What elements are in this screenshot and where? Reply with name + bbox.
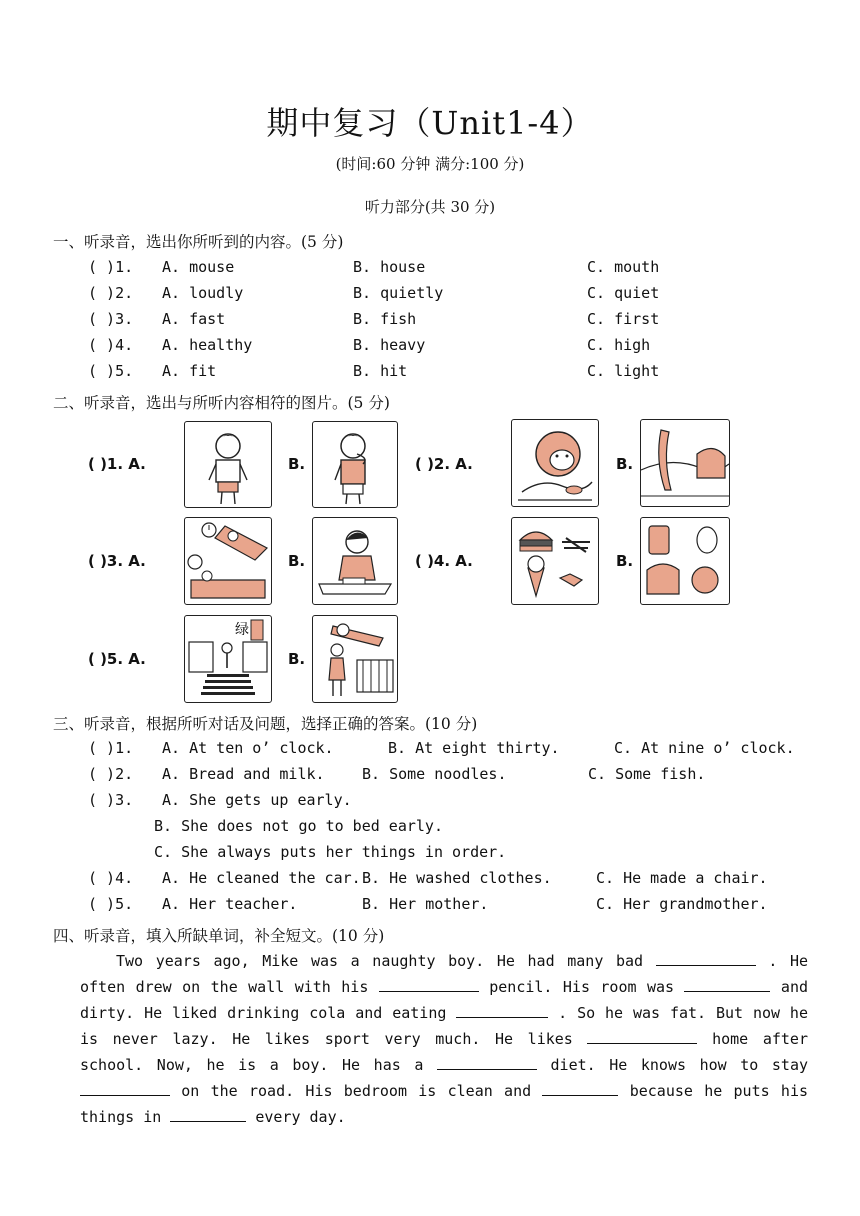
passage-text-6: home after school. Now, he is a boy. He has a: [80, 1030, 808, 1074]
s2-q2-b-label: B.: [616, 455, 634, 473]
s1-q3-a[interactable]: A. fast: [162, 310, 226, 328]
s2-q5-b-label: B.: [288, 650, 306, 668]
s3-q4-a[interactable]: A. He cleaned the car.: [162, 869, 361, 887]
s1-q4-a[interactable]: A. healthy: [162, 336, 253, 354]
s1-q2-c[interactable]: C. quiet: [587, 284, 660, 302]
s1-q5-num: ( )5.: [88, 362, 134, 380]
passage-text-1: Two years ago, Mike was a naughty boy. He had many bad: [116, 952, 644, 970]
s3-q4-num: ( )4.: [88, 869, 134, 887]
s1-q4-num: ( )4.: [88, 336, 134, 354]
s3-q3-num: ( )3.: [88, 791, 134, 809]
s2-q4-b-label: B.: [616, 552, 634, 570]
s2-q5-label: ( )5. A.: [88, 650, 146, 668]
s1-q5-c[interactable]: C. light: [587, 362, 660, 380]
s1-q1-c[interactable]: C. mouth: [587, 258, 660, 276]
s3-q3-c[interactable]: C. She always puts her things in order.: [154, 843, 507, 861]
exam-info: (时间:60 分钟 满分:100 分): [335, 155, 525, 173]
pic-3a-sleeping[interactable]: [184, 517, 272, 605]
passage-text-10: every day.: [255, 1108, 346, 1126]
s3-q2-b[interactable]: B. Some noodles.: [362, 765, 507, 783]
traffic-sign-text: 绿: [235, 622, 249, 638]
s1-q2-num: ( )2.: [88, 284, 134, 302]
pic-4a-junk-food[interactable]: [511, 517, 599, 605]
s3-q5-a[interactable]: A. Her teacher.: [162, 895, 298, 913]
s3-q4-b[interactable]: B. He washed clothes.: [362, 869, 552, 887]
pic-1a-boy-standing[interactable]: [184, 421, 272, 508]
s2-q3-b-label: B.: [288, 552, 306, 570]
s2-q4-label: ( )4. A.: [415, 552, 473, 570]
s3-q1-b[interactable]: B. At eight thirty.: [388, 739, 560, 757]
blank-6[interactable]: [437, 1055, 537, 1070]
s3-q1-num: ( )1.: [88, 739, 134, 757]
passage-text-5: . So he was fat. But now he is never lazy. He likes sport very much. He likes: [80, 1004, 808, 1048]
blank-9[interactable]: [170, 1107, 246, 1122]
passage-text-7: diet. He knows how to stay: [550, 1056, 809, 1074]
s1-q1-b[interactable]: B. house: [353, 258, 426, 276]
s1-q5-a[interactable]: A. fit: [162, 362, 217, 380]
passage-text-4: and dirty. He liked drinking cola and eating: [80, 978, 809, 1022]
section2-heading: 二、听录音，选出与所听内容相符的图片。(5 分): [53, 394, 390, 412]
s3-q1-c[interactable]: C. At nine o’ clock.: [614, 739, 795, 757]
s3-q1-a[interactable]: A. At ten o’ clock.: [162, 739, 334, 757]
s3-q2-c[interactable]: C. Some fish.: [588, 765, 706, 783]
part-heading: 听力部分(共 30 分): [364, 198, 496, 216]
pic-5b-boy-bicycle[interactable]: [312, 615, 398, 703]
s2-q1-b-label: B.: [288, 455, 306, 473]
s2-q2-label: ( )2. A.: [415, 455, 473, 473]
section4-heading: 四、听录音，填入所缺单词，补全短文。(10 分): [53, 927, 385, 945]
s3-q2-num: ( )2.: [88, 765, 134, 783]
pic-1b-boy-coughing[interactable]: [312, 421, 398, 508]
s1-q3-b[interactable]: B. fish: [353, 310, 417, 328]
passage-text-9: because he puts his things in: [80, 1082, 809, 1126]
blank-5[interactable]: [587, 1029, 697, 1044]
blank-7[interactable]: [80, 1081, 170, 1096]
s1-q3-c[interactable]: C. first: [587, 310, 660, 328]
section1-heading: 一、听录音，选出你所听到的内容。(5 分): [53, 233, 344, 251]
passage-text-3: pencil. His room was: [489, 978, 675, 996]
s3-q5-num: ( )5.: [88, 895, 134, 913]
s2-q1-label: ( )1. A.: [88, 455, 146, 473]
s3-q5-c[interactable]: C. Her grandmother.: [596, 895, 768, 913]
pic-3b-boy-homework[interactable]: [312, 517, 398, 605]
section3-heading: 三、听录音，根据所听对话及问题，选择正确的答案。(10 分): [53, 715, 478, 733]
blank-4[interactable]: [456, 1003, 548, 1018]
s2-q3-label: ( )3. A.: [88, 552, 146, 570]
pic-5a-crosswalk-green[interactable]: [184, 615, 272, 703]
s3-q5-b[interactable]: B. Her mother.: [362, 895, 489, 913]
pic-2a-monkey[interactable]: [511, 419, 599, 507]
pic-2b-hill-scene[interactable]: [640, 419, 730, 507]
s3-q4-c[interactable]: C. He made a chair.: [596, 869, 768, 887]
s1-q2-a[interactable]: A. loudly: [162, 284, 244, 302]
blank-8[interactable]: [542, 1081, 618, 1096]
s3-q2-a[interactable]: A. Bread and milk.: [162, 765, 325, 783]
passage-text-8: on the road. His bedroom is clean and: [181, 1082, 532, 1100]
s1-q4-c[interactable]: C. high: [587, 336, 651, 354]
s1-q3-num: ( )3.: [88, 310, 134, 328]
s3-q3-a[interactable]: A. She gets up early.: [162, 791, 352, 809]
s1-q2-b[interactable]: B. quietly: [353, 284, 444, 302]
pic-4b-healthy-food[interactable]: [640, 517, 730, 605]
blank-3[interactable]: [684, 977, 770, 992]
blank-1[interactable]: [656, 951, 756, 966]
s1-q1-num: ( )1.: [88, 258, 134, 276]
s3-q3-b[interactable]: B. She does not go to bed early.: [154, 817, 443, 835]
page-title: 期中复习（Unit1-4）: [266, 104, 594, 142]
s1-q1-a[interactable]: A. mouse: [162, 258, 235, 276]
blank-2[interactable]: [379, 977, 479, 992]
s1-q5-b[interactable]: B. hit: [353, 362, 408, 380]
cloze-passage: [80, 948, 808, 1130]
s1-q4-b[interactable]: B. heavy: [353, 336, 426, 354]
passage-text-2: . He often drew on the wall with his: [80, 952, 809, 996]
